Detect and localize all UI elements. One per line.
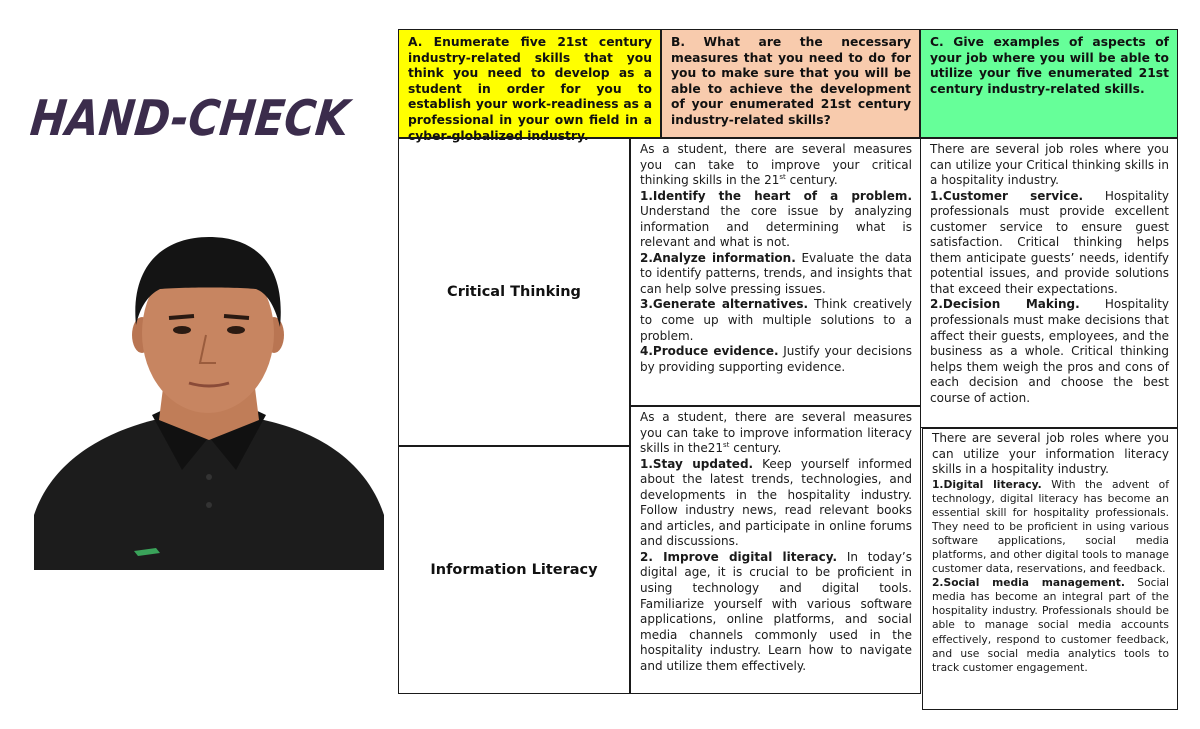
title-text: HAND-CHECK [27,89,400,147]
measure-item: 3.Generate alternatives. Think creatively to come up with multiple solutions to a problem. [640,297,912,343]
aspects-intro: There are several job roles where you can utilize your Critical thinking skills in a hospitality industry. [930,142,1169,188]
aspects-intro: There are several job roles where you can utilize your information literacy skills in a hospitality industry. [932,431,1169,476]
skill-label: Critical Thinking [447,284,581,300]
aspect-item: 1.Digital literacy. With the advent of technology, digital literacy has become an essential skill for hospitality professionals. They need to be proficient in using various software applications, social media platforms, and other digital tools to manage customer data, reservations, and feedback. [932,477,1169,576]
measures-critical-thinking [630,138,921,406]
job-aspects-critical-thinking [920,138,1178,428]
column-b-text: B. What are the necessary measures that you need to do for you to make sure that you will be able to achieve the development of your enumerated 21st century industry-related skills? [671,35,911,127]
measure-item: 2.Analyze information. Evaluate the data to identify patterns, trends, and insights that can help solve pressing issues. [640,250,912,296]
aspect-item: 1.Customer service. Hospitality professionals must provide excellent customer service to ensure guest satisfaction. Critical thinking helps them anticipate guests’ needs, identify potential issues, and provide solutions that exceed their expectations. [930,188,1169,296]
measures-intro: As a student, there are several measures you can take to improve information literacy skills in the21st century. [640,410,912,456]
measure-item: 2. Improve digital literacy. In today’s digital age, it is crucial to be proficient in using technology and digital tools. Familiarize yourself with various software applications, online platforms, and social media channels commonly used in the hospitality industry. Learn how to navigate and utilize them effectively. [640,549,912,673]
column-c-text: C. Give examples of aspects of your job where you will be able to utilize your five enumerated 21st century industry-related skills. [930,35,1169,96]
measure-item: 4.Produce evidence. Justify your decisions by providing supporting evidence. [640,344,912,374]
measure-item: 1.Identify the heart of a problem. Understand the core issue by analyzing information and determining what is relevant and what is not. [640,188,912,250]
skill-cell-information-literacy [398,446,630,694]
column-a-header [398,29,661,143]
skill-label: Information Literacy [430,562,598,578]
aspect-item: 2.Social media management. Social media has become an integral part of the hospitality industry. Professionals should be able to manage social media accounts effectively, respond to customer feedback, and use social media analytics tools to track customer engagement. [932,576,1169,674]
measures-intro: As a student, there are several measures you can take to improve your critical thinking skills in the 21st century. [640,142,912,188]
column-c-header [920,29,1178,138]
measure-item: 1.Stay updated. Keep yourself informed about the latest trends, technologies, and developments in the hospitality industry. Follow industry news, read relevant books and articles, and participate in online forums and discussions. [640,456,912,549]
hand-check-title [27,78,400,148]
measures-information-literacy [630,406,921,694]
column-a-text: A. Enumerate five 21st century industry-related skills that you think you need to develop as a student in order for you to establish your work-readiness as a professional in your own field in a cyber-globalized industry. [408,35,652,143]
column-b-header [661,29,920,138]
aspect-item: 2.Decision Making. Hospitality professionals must make decisions that affect their guests, employees, and the business as a whole. Critical thinking helps them weigh the pros and cons of each decision and choose the best course of action. [930,297,1170,405]
student-photo [34,215,384,570]
skill-cell-critical-thinking [398,138,630,446]
job-aspects-information-literacy [922,428,1178,710]
